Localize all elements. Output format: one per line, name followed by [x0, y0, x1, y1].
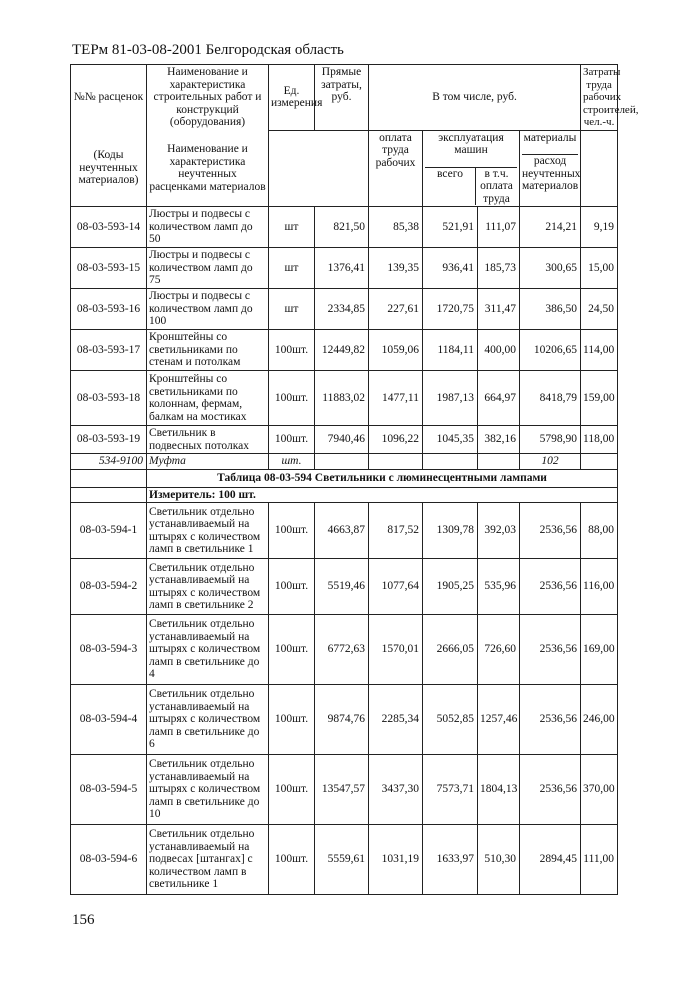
row-labor-hours: 370,00 — [581, 755, 618, 825]
table-row — [71, 207, 618, 248]
row-name: Кронштейны со светильниками по колоннам, фермам, балкам на мостиках — [147, 371, 269, 426]
row-materials: 2536,56 — [520, 755, 581, 825]
col-materials-header: материалы — [523, 131, 577, 144]
row-code: 08-03-593-14 — [71, 207, 147, 248]
row-labor-pay: 1077,64 — [369, 559, 423, 615]
row-name: Кронштейны со светильниками по стенам и потолкам — [147, 330, 269, 371]
row-direct-cost: 2334,85 — [315, 289, 369, 330]
col-name-header: Наименование и характеристика строительных работ и конструкций (оборудования) — [147, 65, 269, 131]
row-labor-pay: 1096,22 — [369, 426, 423, 454]
row-materials: 2536,56 — [520, 559, 581, 615]
header-lower-row — [71, 130, 618, 207]
row-machines-pay: 382,16 — [478, 426, 520, 454]
row-direct-cost: 6772,63 — [315, 615, 369, 685]
row-unit: 100шт. — [269, 825, 315, 895]
row-code: 08-03-593-17 — [71, 330, 147, 371]
row-labor-hours: 114,00 — [581, 330, 618, 371]
col-unit-direct-spacer — [269, 130, 369, 207]
row-labor-pay: 1477,11 — [369, 371, 423, 426]
col-labor-pay-header: оплата труда рабочих — [369, 130, 423, 207]
col-labor-header: Затраты труда рабочих строителей, чел.-ч. — [581, 65, 618, 131]
row-machines-pay: 392,03 — [478, 503, 520, 559]
row-direct-cost: 821,50 — [315, 207, 369, 248]
table-row — [71, 755, 618, 825]
material-unit: шт. — [269, 454, 315, 470]
row-labor-hours: 24,50 — [581, 289, 618, 330]
row-name: Люстры и подвесы с количеством ламп до 75 — [147, 248, 269, 289]
row-labor-pay: 85,38 — [369, 207, 423, 248]
row-name: Люстры и подвесы с количеством ламп до 100 — [147, 289, 269, 330]
row-code: 08-03-593-18 — [71, 371, 147, 426]
material-row — [71, 454, 618, 470]
empty-cell — [581, 454, 618, 470]
row-code: 08-03-594-3 — [71, 615, 147, 685]
table-row — [71, 426, 618, 454]
row-labor-pay: 1570,01 — [369, 615, 423, 685]
measure-row — [71, 487, 618, 503]
row-direct-cost: 13547,57 — [315, 755, 369, 825]
col-operation-header: эксплуатация машин — [438, 131, 504, 156]
row-code: 08-03-594-6 — [71, 825, 147, 895]
row-materials: 2894,45 — [520, 825, 581, 895]
row-machines-pay: 1257,46 — [478, 685, 520, 755]
row-labor-hours: 9,19 — [581, 207, 618, 248]
row-code: 08-03-593-19 — [71, 426, 147, 454]
row-machines-total: 1309,78 — [423, 503, 478, 559]
row-materials: 214,21 — [520, 207, 581, 248]
row-labor-hours: 246,00 — [581, 685, 618, 755]
row-materials: 2536,56 — [520, 503, 581, 559]
row-labor-hours: 169,00 — [581, 615, 618, 685]
material-name: Муфта — [147, 454, 269, 470]
empty-cell — [423, 454, 478, 470]
row-direct-cost: 9874,76 — [315, 685, 369, 755]
row-code: 08-03-594-4 — [71, 685, 147, 755]
row-code: 08-03-594-5 — [71, 755, 147, 825]
row-labor-pay: 2285,34 — [369, 685, 423, 755]
row-unit: 100шт. — [269, 755, 315, 825]
row-machines-pay: 726,60 — [478, 615, 520, 685]
row-code: 08-03-594-2 — [71, 559, 147, 615]
row-labor-pay: 139,35 — [369, 248, 423, 289]
col-including-header: В том числе, руб. — [369, 65, 581, 131]
row-labor-pay: 3437,30 — [369, 755, 423, 825]
table-row — [71, 559, 618, 615]
row-machines-total: 2666,05 — [423, 615, 478, 685]
row-direct-cost: 4663,87 — [315, 503, 369, 559]
row-machines-pay: 185,73 — [478, 248, 520, 289]
empty-cell — [71, 487, 147, 503]
empty-cell — [369, 454, 423, 470]
row-name: Светильник отдельно устанавливаемый на штырях с количеством ламп в светильнике до 6 — [147, 685, 269, 755]
row-unit: шт — [269, 207, 315, 248]
row-labor-pay: 1059,06 — [369, 330, 423, 371]
row-materials: 5798,90 — [520, 426, 581, 454]
row-machines-pay: 1804,13 — [478, 755, 520, 825]
section-title: Таблица 08-03-594 Светильники с люминесцентными лампами — [147, 469, 618, 487]
row-name: Светильник отдельно устанавливаемый на подвесах [штангах] с количеством ламп в светильнике 1 — [147, 825, 269, 895]
row-code: 08-03-593-16 — [71, 289, 147, 330]
row-unit: 100шт. — [269, 503, 315, 559]
row-machines-pay: 311,47 — [478, 289, 520, 330]
row-labor-hours: 88,00 — [581, 503, 618, 559]
row-machines-pay: 535,96 — [478, 559, 520, 615]
row-machines-total: 521,91 — [423, 207, 478, 248]
row-materials: 2536,56 — [520, 685, 581, 755]
empty-cell — [478, 454, 520, 470]
row-labor-hours: 159,00 — [581, 371, 618, 426]
row-materials: 10206,65 — [520, 330, 581, 371]
col-code-sub-header: (Коды неучтенных материалов) — [71, 130, 147, 207]
row-machines-pay: 400,00 — [478, 330, 520, 371]
row-name: Светильник отдельно устанавливаемый на штырях с количеством ламп в светильнике 2 — [147, 559, 269, 615]
row-direct-cost: 11883,02 — [315, 371, 369, 426]
row-unit: 100шт. — [269, 559, 315, 615]
col-unit-header: Ед. измерения — [269, 65, 315, 131]
row-direct-cost: 1376,41 — [315, 248, 369, 289]
row-machines-pay: 510,30 — [478, 825, 520, 895]
section-title-row — [71, 469, 618, 487]
table-row — [71, 289, 618, 330]
row-code: 08-03-594-1 — [71, 503, 147, 559]
row-labor-pay: 817,52 — [369, 503, 423, 559]
row-machines-total: 5052,85 — [423, 685, 478, 755]
measure-label: Измеритель: 100 шт. — [147, 487, 618, 503]
page-number: 156 — [72, 912, 95, 928]
col-unacc-mat-header: расход неучтенных материалов — [522, 155, 581, 192]
table-row — [71, 503, 618, 559]
table-row — [71, 615, 618, 685]
row-machines-pay: 111,07 — [478, 207, 520, 248]
col-name-sub-header: Наименование и характеристика неучтенных расценками материалов — [147, 130, 269, 207]
col-incl-pay-header: в т.ч. оплата труда — [475, 168, 517, 206]
row-labor-hours: 116,00 — [581, 559, 618, 615]
row-unit: 100шт. — [269, 615, 315, 685]
row-materials: 300,65 — [520, 248, 581, 289]
col-machines-group — [423, 130, 520, 207]
row-direct-cost: 5559,61 — [315, 825, 369, 895]
row-machines-total: 1633,97 — [423, 825, 478, 895]
material-qty: 102 — [520, 454, 581, 470]
row-name: Светильник отдельно устанавливаемый на штырях с количеством ламп в светильнике до 4 — [147, 615, 269, 685]
material-code: 534-9100 — [71, 454, 147, 470]
row-unit: 100шт. — [269, 371, 315, 426]
row-machines-pay: 664,97 — [478, 371, 520, 426]
row-unit: шт — [269, 248, 315, 289]
row-materials: 8418,79 — [520, 371, 581, 426]
col-direct-header: Прямые затраты, руб. — [315, 65, 369, 131]
col-labor-spacer — [581, 130, 618, 207]
row-name: Светильник в подвесных потолках — [147, 426, 269, 454]
row-unit: 100шт. — [269, 685, 315, 755]
row-machines-total: 1905,25 — [423, 559, 478, 615]
row-machines-total: 936,41 — [423, 248, 478, 289]
col-total-header: всего — [437, 167, 463, 180]
row-name: Светильник отдельно устанавливаемый на штырях с количеством ламп в светильнике до 10 — [147, 755, 269, 825]
row-unit: 100шт. — [269, 426, 315, 454]
empty-cell — [71, 469, 147, 487]
row-direct-cost: 12449,82 — [315, 330, 369, 371]
table-row — [71, 248, 618, 289]
row-machines-total: 1720,75 — [423, 289, 478, 330]
rates-table — [70, 64, 639, 895]
row-materials: 2536,56 — [520, 615, 581, 685]
table-row — [71, 685, 618, 755]
row-direct-cost: 7940,46 — [315, 426, 369, 454]
row-labor-hours: 118,00 — [581, 426, 618, 454]
row-name: Люстры и подвесы с количеством ламп до 50 — [147, 207, 269, 248]
row-labor-hours: 15,00 — [581, 248, 618, 289]
row-code: 08-03-593-15 — [71, 248, 147, 289]
col-code-header: №№ расценок — [71, 65, 147, 131]
empty-cell — [315, 454, 369, 470]
row-unit: 100шт. — [269, 330, 315, 371]
row-direct-cost: 5519,46 — [315, 559, 369, 615]
table-row — [71, 825, 618, 895]
row-machines-total: 1987,13 — [423, 371, 478, 426]
table-body — [71, 65, 639, 895]
row-machines-total: 1184,11 — [423, 330, 478, 371]
row-labor-pay: 227,61 — [369, 289, 423, 330]
col-materials-group — [520, 130, 581, 207]
row-labor-hours: 111,00 — [581, 825, 618, 895]
row-machines-total: 7573,71 — [423, 755, 478, 825]
row-materials: 386,50 — [520, 289, 581, 330]
row-machines-total: 1045,35 — [423, 426, 478, 454]
document-title: ТЕРм 81-03-08-2001 Белгородская область — [72, 42, 344, 58]
table-row — [71, 371, 618, 426]
row-labor-pay: 1031,19 — [369, 825, 423, 895]
row-name: Светильник отдельно устанавливаемый на штырях с количеством ламп в светильнике 1 — [147, 503, 269, 559]
table-row — [71, 330, 618, 371]
row-unit: шт — [269, 289, 315, 330]
